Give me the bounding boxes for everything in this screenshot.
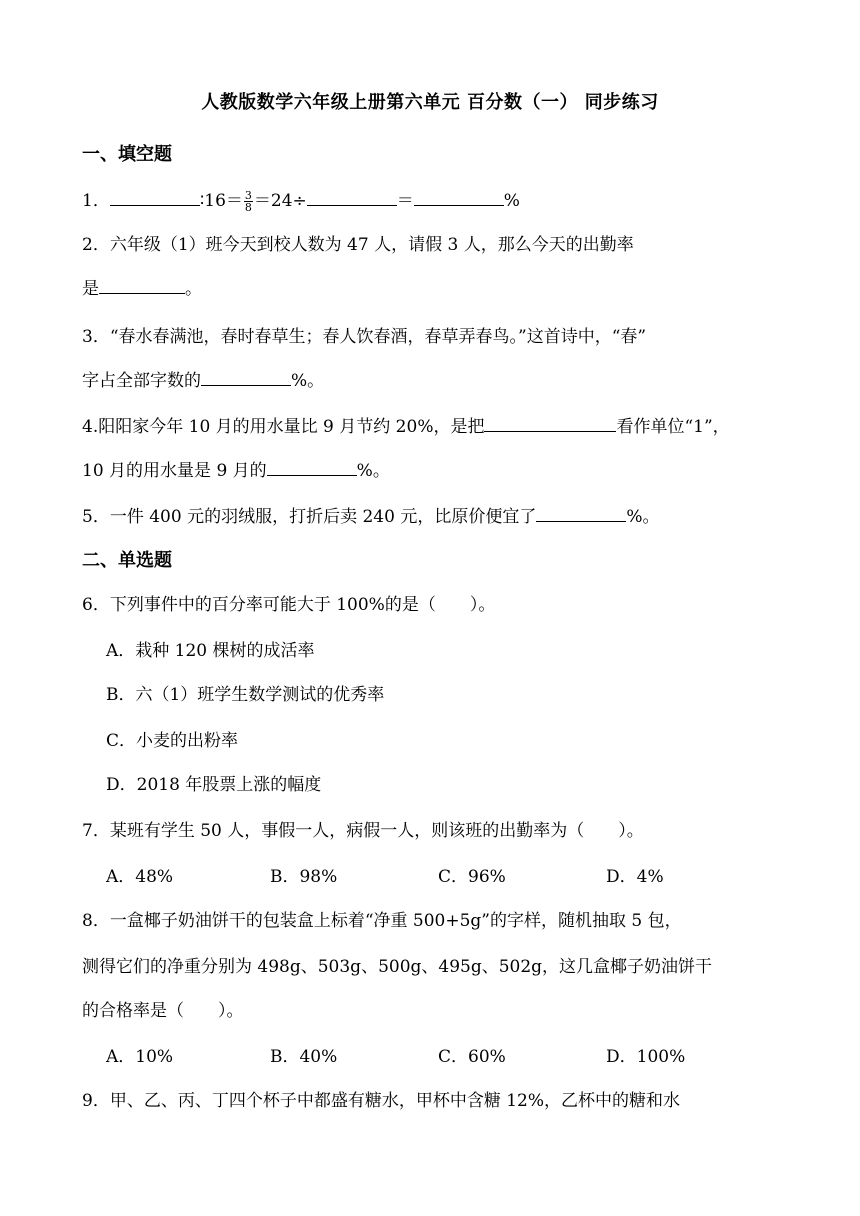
q3-percent: %。 bbox=[291, 371, 325, 391]
answer-blank[interactable] bbox=[267, 459, 357, 476]
q2-text: 是 bbox=[82, 279, 99, 299]
q4-unit-text: 看作单位“1”， bbox=[616, 417, 730, 437]
q8-option-d[interactable]: D．100% bbox=[606, 1047, 686, 1067]
q2-period: 。 bbox=[185, 279, 202, 299]
q7-option-c[interactable]: C．96% bbox=[438, 867, 506, 887]
question-1 bbox=[82, 186, 520, 213]
page-title: 人教版数学六年级上册第六单元 百分数（一） 同步练习 bbox=[201, 92, 659, 113]
q1-ratio-text: ∶16＝ bbox=[199, 191, 243, 211]
q4-text: 4.阳阳家今年 10 月的用水量比 9 月节约 20%，是把 bbox=[82, 417, 485, 437]
question-2-line-2 bbox=[82, 274, 202, 299]
answer-blank[interactable] bbox=[484, 415, 616, 432]
question-4-line-1 bbox=[82, 412, 730, 437]
fraction-3-8 bbox=[244, 190, 253, 213]
q1-percent: % bbox=[503, 191, 520, 211]
answer-blank[interactable] bbox=[99, 277, 185, 294]
answer-blank[interactable] bbox=[110, 189, 200, 206]
q6-option-c[interactable]: C．小麦的出粉率 bbox=[106, 731, 239, 751]
question-4-line-2 bbox=[82, 456, 390, 481]
question-8-line-1: 8．一盒椰子奶油饼干的包装盒上标着“净重 500+5g”的字样，随机抽取 5 包， bbox=[82, 911, 682, 931]
q8-option-b[interactable]: B．40% bbox=[270, 1047, 338, 1067]
q6-option-d[interactable]: D．2018 年股票上涨的幅度 bbox=[106, 775, 322, 795]
q7-option-b[interactable]: B．98% bbox=[270, 867, 338, 887]
q8-option-c[interactable]: C．60% bbox=[438, 1047, 506, 1067]
answer-blank[interactable] bbox=[201, 369, 291, 386]
question-2-line-1: 2．六年级（1）班今天到校人数为 47 人，请假 3 人，那么今天的出勤率 bbox=[82, 235, 634, 255]
answer-blank[interactable] bbox=[307, 189, 397, 206]
question-6-stem: 6．下列事件中的百分率可能大于 100%的是（ ）。 bbox=[82, 595, 496, 615]
question-8-line-2: 测得它们的净重分别为 498g、503g、500g、495g、502g，这几盒椰子奶油饼干 bbox=[82, 957, 713, 977]
answer-blank[interactable] bbox=[414, 189, 504, 206]
question-9-line-1: 9．甲、乙、丙、丁四个杯子中都盛有糖水，甲杯中含糖 12%，乙杯中的糖和水 bbox=[82, 1091, 681, 1111]
q4-text-2: 10 月的用水量是 9 月的 bbox=[82, 461, 267, 481]
section-fill-in: 一、填空题 bbox=[82, 144, 172, 165]
question-5 bbox=[82, 502, 659, 527]
question-3-line-2 bbox=[82, 366, 324, 391]
question-8-line-3: 的合格率是（ ）。 bbox=[82, 1001, 244, 1021]
q7-option-a[interactable]: A．48% bbox=[106, 867, 174, 887]
fraction-numerator: 3 bbox=[244, 189, 252, 202]
q1-equals: ＝ bbox=[396, 191, 414, 211]
q4-percent: %。 bbox=[356, 461, 390, 481]
q3-text: 字占全部字数的 bbox=[82, 371, 201, 391]
question-1-number: 1． bbox=[82, 191, 110, 211]
q5-percent: %。 bbox=[626, 507, 660, 527]
question-7-stem: 7．某班有学生 50 人，事假一人，病假一人，则该班的出勤率为（ ）。 bbox=[82, 821, 644, 841]
q5-text: 5．一件 400 元的羽绒服，打折后卖 240 元，比原价便宜了 bbox=[82, 507, 537, 527]
fraction-denominator: 8 bbox=[244, 201, 252, 214]
q1-division-text: ＝24÷ bbox=[253, 191, 307, 211]
q8-option-a[interactable]: A．10% bbox=[106, 1047, 174, 1067]
answer-blank[interactable] bbox=[536, 505, 626, 522]
q7-option-d[interactable]: D．4% bbox=[606, 867, 664, 887]
q6-option-a[interactable]: A．栽种 120 棵树的成活率 bbox=[106, 641, 315, 661]
question-3-line-1: 3．“春水春满池，春时春草生；春人饮春酒，春草弄春鸟。”这首诗中，“春” bbox=[82, 327, 647, 347]
section-single-choice: 二、单选题 bbox=[82, 550, 172, 571]
q6-option-b[interactable]: B．六（1）班学生数学测试的优秀率 bbox=[106, 685, 385, 705]
